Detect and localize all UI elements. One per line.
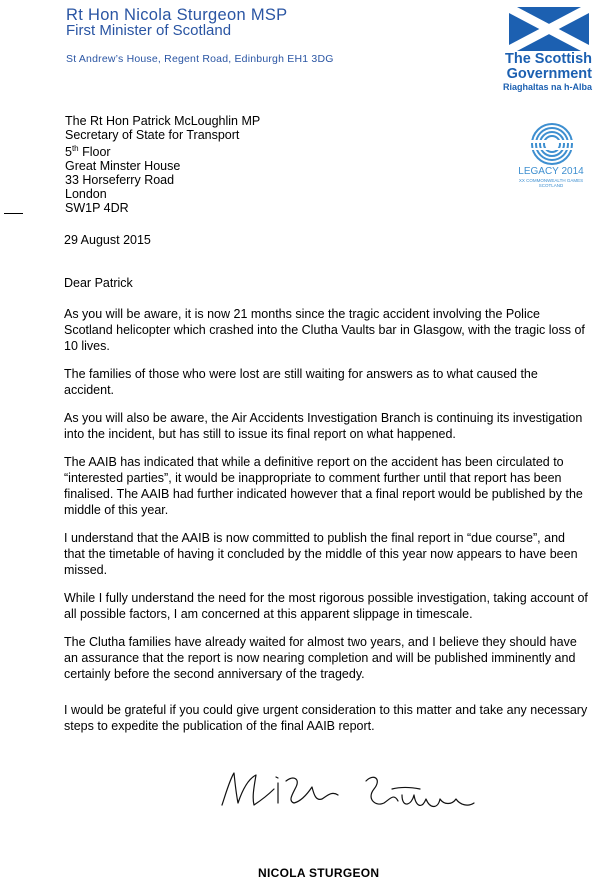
legacy-label: LEGACY 2014: [518, 166, 584, 177]
recipient-street: 33 Horseferry Road: [65, 173, 175, 188]
recipient-floor: [65, 142, 260, 159]
paragraph: The families of those who were lost are still waiting for answers as to what caused the accident.: [64, 367, 538, 397]
legacy-subtitle-line-1: XX COMMONWEALTH GAMES: [518, 178, 584, 183]
recipient-name: The Rt Hon Patrick McLoughlin MP: [65, 114, 261, 128]
legacy-subtitle: [506, 178, 596, 188]
saltire-flag-icon: [509, 7, 589, 51]
paragraph: As you will be aware, it is now 21 months since the tragic accident involving the Police Scotland helicopter which crashed into the Clutha Vaults bar in Glasgow, with the tragic loss of 10 lives.: [64, 307, 585, 353]
floor-word: Floor: [78, 145, 111, 160]
salutation: Dear Patrick: [64, 276, 133, 290]
paragraph: The Clutha families have already waited for almost two years, and I believe they should have an assurance that the report is now nearing completion and will be published imminently and certainly before the second anniversary of the tragedy.: [64, 635, 577, 681]
recipient-position: Secretary of State for Transport: [65, 128, 240, 142]
logo-gaelic: Riaghaltas na h-Alba: [502, 82, 592, 92]
letter-date: 29 August 2015: [64, 233, 151, 247]
floor-number: 5: [65, 145, 72, 160]
paragraph: I would be grateful if you could give urgent consideration to this matter and take any necessary steps to expedite the publication of the final AAIB report.: [64, 703, 588, 733]
paragraph: The AAIB has indicated that while a definitive report on the accident has been circulated to “interested parties”, it would be inappropriate to comment further until that report has been finalised. The AAIB had further indicated however that a final report would be published by the middle of this year.: [64, 455, 583, 517]
logo-line-1: The Scottish: [504, 51, 592, 67]
logo-line-2: Government: [506, 66, 592, 82]
letterhead-address: St Andrew’s House, Regent Road, Edinburgh EH1 3DG: [66, 53, 334, 65]
recipient-address: [65, 114, 260, 215]
paragraph: While I fully understand the need for the most rigorous possible investigation, taking account of all possible factors, I am concerned at this apparent slippage in timescale.: [64, 591, 588, 621]
letter-body: [64, 306, 588, 746]
handwritten-signature: [216, 765, 480, 825]
legacy-subtitle-line-2: SCOTLAND: [538, 183, 564, 188]
legacy-2014-emblem-icon: [527, 122, 577, 166]
recipient-postcode: SW1P 4DR: [65, 201, 129, 216]
recipient-building: Great Minster House: [65, 159, 181, 174]
signatory-name: NICOLA STURGEON: [258, 866, 380, 880]
fold-mark: [4, 213, 23, 214]
recipient-city: London: [65, 187, 107, 202]
paragraph: As you will also be aware, the Air Accidents Investigation Branch is continuing its investigation into the incident, but has still to issue its final report on what happened.: [64, 411, 583, 441]
letterhead-title: First Minister of Scotland: [66, 22, 232, 39]
paragraph: I understand that the AAIB is now committed to publish the final report in “due course”, and that the timetable of having it concluded by the middle of this year now appears to have been missed.: [64, 531, 578, 577]
letterhead-name: Rt Hon Nicola Sturgeon MSP: [66, 6, 288, 24]
floor-superscript: th: [71, 144, 79, 153]
